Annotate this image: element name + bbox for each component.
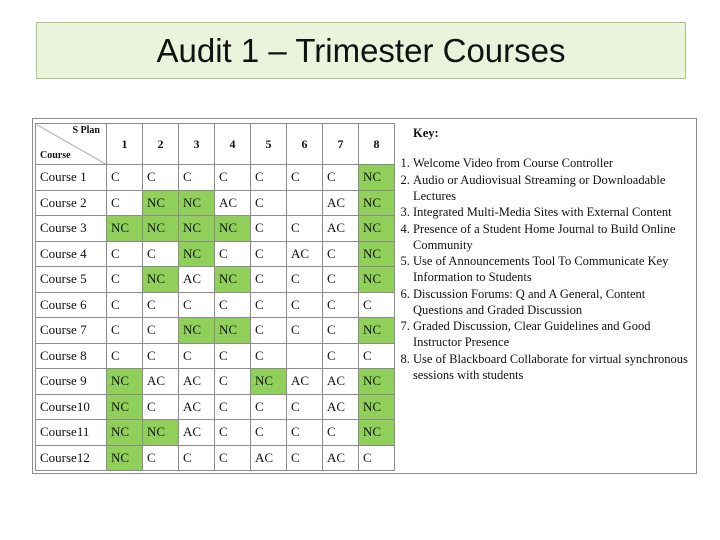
table-cell: C bbox=[287, 267, 323, 293]
table-row bbox=[36, 165, 395, 191]
key-panel bbox=[389, 123, 689, 383]
table-cell: AC bbox=[323, 445, 359, 471]
table-cell: C bbox=[251, 343, 287, 369]
title-banner bbox=[36, 22, 686, 79]
table-cell: AC bbox=[179, 369, 215, 395]
table-cell: C bbox=[215, 165, 251, 191]
table-cell: AC bbox=[179, 267, 215, 293]
table-cell: C bbox=[359, 292, 395, 318]
table-cell: C bbox=[179, 445, 215, 471]
table-row bbox=[36, 267, 395, 293]
table-cell: C bbox=[287, 394, 323, 420]
table-cell: NC bbox=[107, 445, 143, 471]
table-cell: C bbox=[323, 241, 359, 267]
table-row bbox=[36, 318, 395, 344]
table-cell: NC bbox=[359, 394, 395, 420]
key-item: 7. Graded Discussion, Clear Guidelines and Good Instructor Presence bbox=[413, 318, 689, 350]
key-item: 3. Integrated Multi-Media Sites with External Content bbox=[413, 204, 689, 220]
table-cell: C bbox=[287, 292, 323, 318]
table-cell: C bbox=[251, 267, 287, 293]
table-cell: C bbox=[287, 165, 323, 191]
table-cell: AC bbox=[179, 420, 215, 446]
column-header: 6 bbox=[287, 124, 323, 165]
table-cell: NC bbox=[359, 267, 395, 293]
table-cell: C bbox=[143, 241, 179, 267]
row-label: Course 7 bbox=[36, 318, 107, 344]
table-cell: C bbox=[107, 241, 143, 267]
table-cell: C bbox=[215, 420, 251, 446]
table-cell: C bbox=[143, 292, 179, 318]
table-cell: NC bbox=[143, 267, 179, 293]
corner-splan-label: S Plan bbox=[72, 125, 100, 136]
table-cell: NC bbox=[143, 216, 179, 242]
table-cell: NC bbox=[359, 165, 395, 191]
row-label: Course11 bbox=[36, 420, 107, 446]
table-cell: C bbox=[323, 420, 359, 446]
table-cell: NC bbox=[143, 420, 179, 446]
table-cell: NC bbox=[359, 369, 395, 395]
table-cell: C bbox=[251, 165, 287, 191]
key-item: 1. Welcome Video from Course Controller bbox=[413, 155, 689, 171]
table-cell: C bbox=[215, 241, 251, 267]
table-cell: NC bbox=[215, 267, 251, 293]
page-title: Audit 1 – Trimester Courses bbox=[156, 31, 566, 69]
table-cell bbox=[287, 343, 323, 369]
table-cell: NC bbox=[107, 216, 143, 242]
column-header: 1 bbox=[107, 124, 143, 165]
key-item: 4. Presence of a Student Home Journal to Build Online Community bbox=[413, 221, 689, 253]
table-cell: C bbox=[107, 292, 143, 318]
table-row bbox=[36, 190, 395, 216]
row-label: Course12 bbox=[36, 445, 107, 471]
table-cell: C bbox=[215, 369, 251, 395]
table-cell: C bbox=[251, 292, 287, 318]
audit-panel bbox=[32, 118, 697, 474]
table-cell: NC bbox=[359, 318, 395, 344]
table-cell: AC bbox=[323, 394, 359, 420]
row-label: Course 3 bbox=[36, 216, 107, 242]
table-cell: C bbox=[215, 445, 251, 471]
table-row bbox=[36, 216, 395, 242]
table-cell bbox=[287, 190, 323, 216]
row-label: Course 5 bbox=[36, 267, 107, 293]
column-header: 3 bbox=[179, 124, 215, 165]
column-header: 7 bbox=[323, 124, 359, 165]
table-cell: AC bbox=[215, 190, 251, 216]
table-cell: NC bbox=[215, 318, 251, 344]
table-cell: C bbox=[359, 343, 395, 369]
table-cell: C bbox=[323, 343, 359, 369]
table-cell: C bbox=[143, 318, 179, 344]
table-cell: C bbox=[143, 445, 179, 471]
table-cell: AC bbox=[179, 394, 215, 420]
table-row bbox=[36, 394, 395, 420]
table-cell: C bbox=[107, 165, 143, 191]
row-label: Course 1 bbox=[36, 165, 107, 191]
table-cell: AC bbox=[323, 190, 359, 216]
table-cell: C bbox=[251, 241, 287, 267]
table-cell: AC bbox=[323, 216, 359, 242]
table-cell: C bbox=[179, 292, 215, 318]
table-cell: C bbox=[323, 292, 359, 318]
row-label: Course 2 bbox=[36, 190, 107, 216]
table-cell: C bbox=[359, 445, 395, 471]
table-cell: AC bbox=[251, 445, 287, 471]
table-cell: NC bbox=[359, 216, 395, 242]
table-cell: NC bbox=[179, 241, 215, 267]
key-item: 8. Use of Blackboard Collaborate for virtual synchronous sessions with students bbox=[413, 351, 689, 383]
corner-course-label: Course bbox=[40, 150, 71, 161]
column-header: 5 bbox=[251, 124, 287, 165]
table-row bbox=[36, 420, 395, 446]
table-cell: C bbox=[143, 394, 179, 420]
table-cell: AC bbox=[287, 241, 323, 267]
table-cell: C bbox=[143, 165, 179, 191]
corner-header bbox=[36, 124, 107, 165]
key-item: 6. Discussion Forums: Q and A General, Content Questions and Graded Discussion bbox=[413, 286, 689, 318]
table-cell: C bbox=[179, 343, 215, 369]
table-cell: NC bbox=[107, 369, 143, 395]
table-cell: C bbox=[323, 318, 359, 344]
header-row bbox=[36, 124, 395, 165]
row-label: Course10 bbox=[36, 394, 107, 420]
table-cell: AC bbox=[143, 369, 179, 395]
table-cell: C bbox=[143, 343, 179, 369]
table-cell: C bbox=[107, 318, 143, 344]
table-cell: NC bbox=[179, 318, 215, 344]
table-cell: C bbox=[179, 165, 215, 191]
table-cell: C bbox=[287, 318, 323, 344]
table-cell: NC bbox=[143, 190, 179, 216]
audit-table-body bbox=[36, 165, 395, 471]
key-item: 5. Use of Announcements Tool To Communicate Key Information to Students bbox=[413, 253, 689, 285]
table-cell: AC bbox=[323, 369, 359, 395]
table-row bbox=[36, 445, 395, 471]
table-cell: C bbox=[215, 343, 251, 369]
table-cell: NC bbox=[107, 420, 143, 446]
table-cell: NC bbox=[359, 190, 395, 216]
column-header: 4 bbox=[215, 124, 251, 165]
audit-table bbox=[35, 123, 395, 471]
table-cell: C bbox=[251, 394, 287, 420]
table-row bbox=[36, 343, 395, 369]
table-cell: C bbox=[287, 420, 323, 446]
table-row bbox=[36, 241, 395, 267]
column-header: 2 bbox=[143, 124, 179, 165]
table-cell: C bbox=[107, 267, 143, 293]
table-cell: C bbox=[323, 165, 359, 191]
row-label: Course 9 bbox=[36, 369, 107, 395]
table-cell: NC bbox=[215, 216, 251, 242]
table-cell: C bbox=[107, 190, 143, 216]
table-cell: C bbox=[287, 216, 323, 242]
table-cell: C bbox=[251, 318, 287, 344]
table-cell: AC bbox=[287, 369, 323, 395]
table-cell: C bbox=[251, 420, 287, 446]
key-item: 2. Audio or Audiovisual Streaming or Downloadable Lectures bbox=[413, 172, 689, 204]
table-cell: C bbox=[215, 292, 251, 318]
key-title: Key: bbox=[413, 126, 439, 140]
table-cell: NC bbox=[107, 394, 143, 420]
table-cell: NC bbox=[359, 241, 395, 267]
table-cell: C bbox=[323, 267, 359, 293]
row-label: Course 6 bbox=[36, 292, 107, 318]
table-cell: NC bbox=[179, 216, 215, 242]
key-list bbox=[389, 155, 689, 383]
table-cell: C bbox=[107, 343, 143, 369]
table-row bbox=[36, 292, 395, 318]
row-label: Course 8 bbox=[36, 343, 107, 369]
table-cell: NC bbox=[359, 420, 395, 446]
table-cell: C bbox=[251, 190, 287, 216]
table-row bbox=[36, 369, 395, 395]
row-label: Course 4 bbox=[36, 241, 107, 267]
table-cell: C bbox=[287, 445, 323, 471]
table-cell: C bbox=[215, 394, 251, 420]
table-cell: C bbox=[251, 216, 287, 242]
table-cell: NC bbox=[251, 369, 287, 395]
column-header: 8 bbox=[359, 124, 395, 165]
table-cell: NC bbox=[179, 190, 215, 216]
